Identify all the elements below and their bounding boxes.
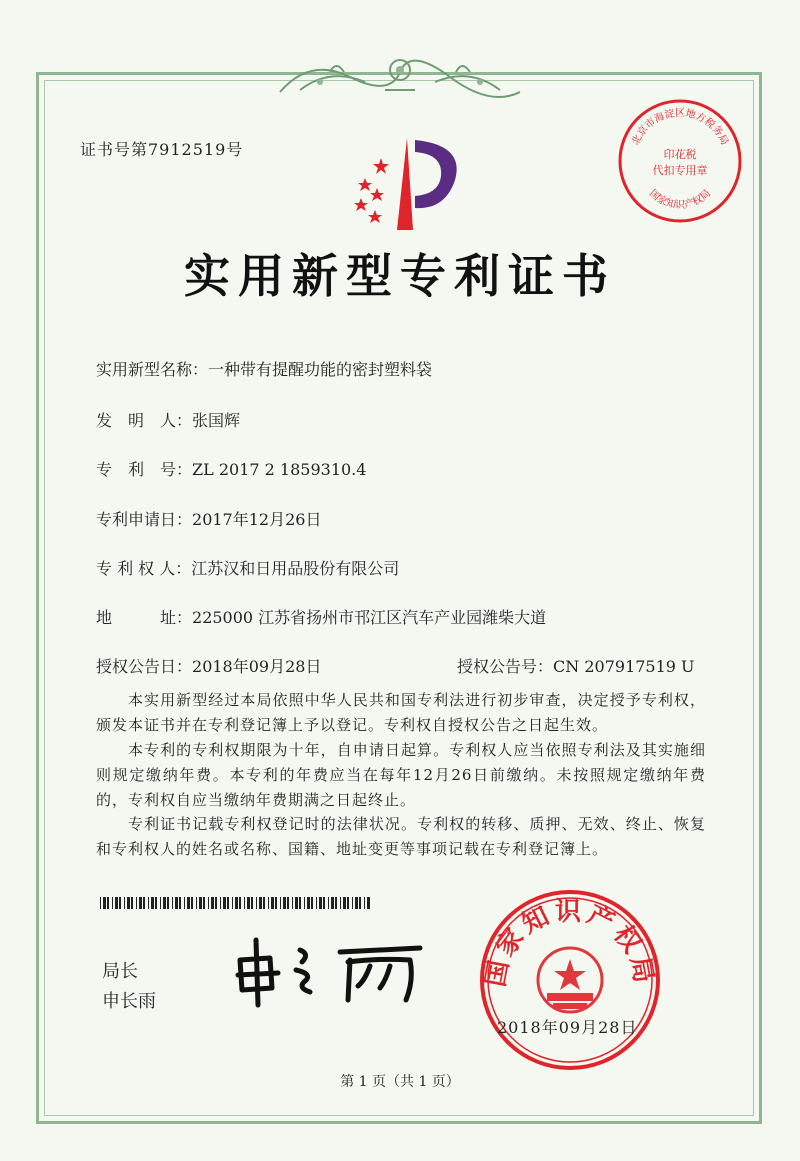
svg-text:国家知识产权局 — [647, 187, 713, 211]
grant-date-label: 授权公告日： — [96, 657, 193, 676]
grant-number-row — [457, 654, 695, 677]
page-title: 实用新型专利证书 — [184, 249, 616, 303]
tax-stamp-icon — [615, 96, 745, 226]
address-value: 225000 江苏省扬州市邗江区汽车产业园潍柴大道 — [192, 608, 547, 627]
utility-name-label: 实用新型名称： — [96, 360, 209, 379]
paragraph-2: 本专利的专利权期限为十年，自申请日起算。专利权人应当依照专利法及其实施细则规定缴纳年费。本专利的年费应当在每年12月26日前缴纳。未按照规定缴纳年费的，专利权自应当缴纳年费期满之日起终止。 — [96, 741, 706, 809]
filing-date-value: 2017年12月26日 — [192, 510, 322, 529]
signature-icon — [230, 930, 430, 1010]
certificate-number: 证书号第7912519号 — [80, 140, 244, 159]
paragraph-3: 专利证书记载专利权登记时的法律状况。专利权的转移、质押、无效、终止、恢复和专利权人的姓名或名称、国籍、地址变更等事项记载在专利登记簿上。 — [96, 815, 706, 858]
director-name: 申长雨 — [102, 991, 156, 1012]
grant-number-value: CN 207917519 U — [553, 657, 695, 676]
inventor-value: 张国辉 — [192, 411, 241, 430]
patentee-label: 专 利 权 人： — [96, 559, 192, 578]
director-title: 局长 — [102, 961, 138, 982]
tax-stamp-line1: 印花税 — [663, 148, 697, 161]
patent-number-row — [96, 457, 366, 480]
grant-date-value: 2018年09月28日 — [192, 657, 322, 676]
inventor-label: 发 明 人： — [96, 411, 193, 430]
patent-number-label: 专 利 号： — [96, 460, 193, 479]
cnipa-logo-icon — [335, 130, 465, 240]
seal-date: 2018年09月28日 — [497, 1018, 638, 1037]
address-row — [96, 605, 546, 628]
page-number: 第 1 页（共 1 页） — [340, 1074, 460, 1090]
tax-stamp-ring-text: 北京市海淀区地方税务局 — [630, 108, 730, 147]
patentee-row — [96, 556, 399, 579]
national-seal-icon — [475, 885, 665, 1075]
utility-name-row — [96, 357, 432, 380]
grant-date-row — [96, 654, 321, 677]
filing-date-row — [96, 507, 321, 530]
grant-number-label: 授权公告号： — [457, 657, 554, 676]
barcode-icon — [100, 897, 370, 909]
inventor-row — [96, 408, 240, 431]
filing-date-label: 专利申请日： — [96, 510, 193, 529]
top-ornament-icon — [270, 52, 530, 98]
patentee-value: 江苏汉和日用品股份有限公司 — [191, 559, 400, 578]
tax-stamp-bottom-text: 国家知识产权局 — [647, 187, 713, 211]
seal-ring-text: 国家知识产权局 — [480, 897, 660, 990]
paragraph-1: 本实用新型经过本局依照中华人民共和国专利法进行初步审查，决定授予专利权，颁发本证书并在专利登记簿上予以登记。专利权自授权公告之日起生效。 — [96, 691, 706, 734]
patent-number-value: ZL 2017 2 1859310.4 — [192, 460, 367, 479]
tax-stamp-line2: 代扣专用章 — [652, 164, 708, 177]
address-label: 地 址： — [96, 608, 193, 627]
utility-name-value: 一种带有提醒功能的密封塑料袋 — [208, 360, 433, 379]
